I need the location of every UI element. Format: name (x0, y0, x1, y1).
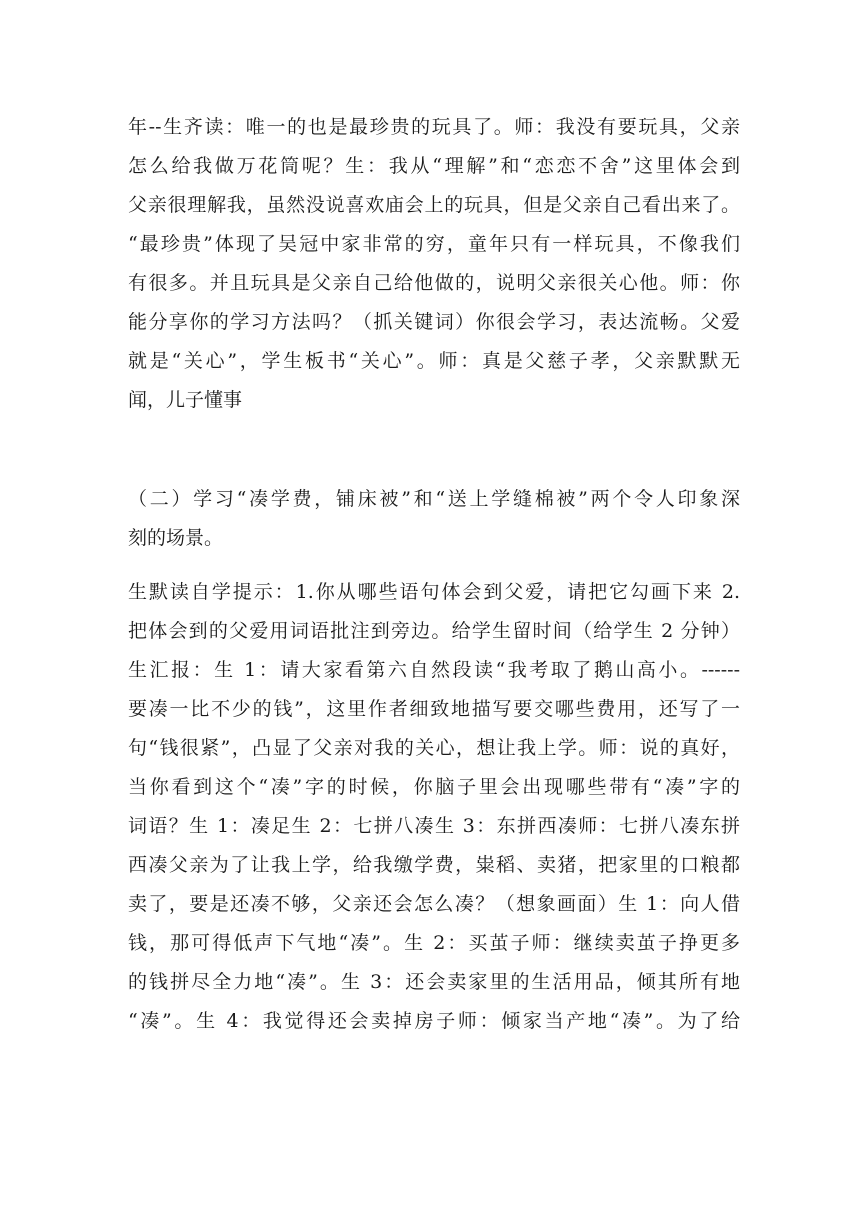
text-line: 能分享你的学习方法吗？（抓关键词）你很会学习，表达流畅。父爱 (128, 311, 740, 333)
text-line: （二）学习“凑学费，铺床被”和“送上学缝棉被”两个令人印象深 (128, 488, 740, 510)
text-line: “凑”。生 4：我觉得还会卖掉房子师：倾家当产地“凑”。为了给 (128, 1010, 740, 1032)
text-line: 刻的场景。 (128, 527, 224, 549)
paragraph-1 (128, 108, 740, 420)
text-line: 钱，那可得低声下气地“凑”。生 2：买茧子师：继续卖茧子挣更多 (128, 932, 740, 954)
text-line: 句“钱很紧”，凸显了父亲对我的关心，想让我上学。师：说的真好， (128, 737, 740, 759)
text-line: 有很多。并且玩具是父亲自己给他做的，说明父亲很关心他。师：你 (128, 272, 740, 294)
text-line: “最珍贵”体现了吴冠中家非常的穷，童年只有一样玩具，不像我们 (128, 233, 740, 255)
text-line: 词语？生 1：凑足生 2：七拼八凑生 3：东拼西凑师：七拼八凑东拼 (128, 815, 740, 837)
text-line: 年--生齐读：唯一的也是最珍贵的玩具了。师：我没有要玩具，父亲 (128, 116, 740, 138)
text-line: 怎么给我做万花筒呢？生：我从“理解”和“恋恋不舍”这里体会到 (128, 155, 740, 177)
text-line: 闻，儿子懂事 (128, 389, 243, 411)
text-line: 父亲很理解我，虽然没说喜欢庙会上的玩具，但是父亲自己看出来了。 (128, 194, 740, 216)
text-line: 当你看到这个“凑”字的时候，你脑子里会出现哪些带有“凑”字的 (128, 776, 740, 798)
text-line: 生默读自学提示：1.你从哪些语句体会到父爱，请把它勾画下来 2. (128, 581, 740, 603)
text-line: 把体会到的父爱用词语批注到旁边。给学生留时间（给学生 2 分钟） (128, 620, 740, 642)
text-line: 卖了，要是还凑不够，父亲还会怎么凑？（想象画面）生 1：向人借 (128, 893, 740, 915)
paragraph-3 (128, 573, 740, 1041)
text-line: 的钱拼尽全力地“凑”。生 3：还会卖家里的生活用品，倾其所有地 (128, 971, 740, 993)
text-line: 要凑一比不少的钱”，这里作者细致地描写要交哪些费用，还写了一 (128, 698, 740, 720)
text-line: 生汇报：生 1：请大家看第六自然段读“我考取了鹅山高小。------ (128, 659, 740, 681)
text-line: 就是“关心”，学生板书“关心”。师：真是父慈子孝，父亲默默无 (128, 350, 740, 372)
section-heading-paragraph (128, 480, 740, 558)
text-line: 西凑父亲为了让我上学，给我缴学费，粜稻、卖猪，把家里的口粮都 (128, 854, 740, 876)
